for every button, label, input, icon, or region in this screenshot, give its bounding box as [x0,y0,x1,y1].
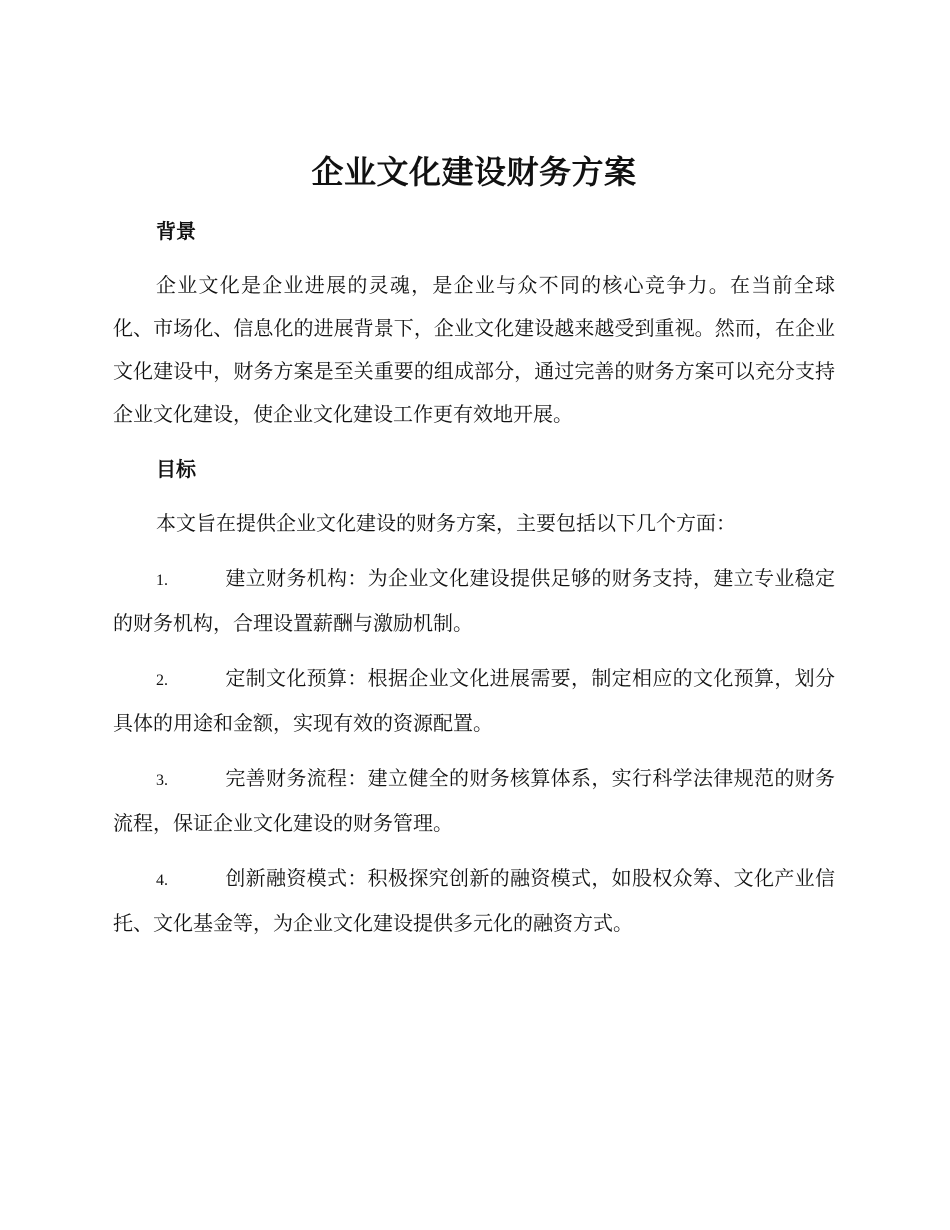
list-item [113,857,835,945]
list-item-number: 2. [156,672,168,689]
goal-intro: 本文旨在提供企业文化建设的财务方案，主要包括以下几个方面： [156,511,736,535]
list-item-number: 1. [156,572,168,589]
section-heading-background: 背景 [156,219,196,243]
document-title: 企业文化建设财务方案 [311,153,637,191]
list-item-text: 创新融资模式：积极探究创新的融资模式，如股权众筹、文化产业信托、文化基金等，为企业文化建设提供多元化的融资方式。 [113,866,835,935]
list-item-text: 定制文化预算：根据企业文化进展需要，制定相应的文化预算，划分具体的用途和金额，实现有效的资源配置。 [113,666,835,735]
background-paragraph: 企业文化是企业进展的灵魂，是企业与众不同的核心竞争力。在当前全球化、市场化、信息化的进展背景下，企业文化建设越来越受到重视。然而，在企业文化建设中，财务方案是至关重要的组成部分，通过完善的财务方案可以充分支持企业文化建设，使企业文化建设工作更有效地开展。 [113,273,835,426]
list-item-number: 3. [156,772,168,789]
list-item [113,657,835,745]
list-item-text: 建立财务机构：为企业文化建设提供足够的财务支持，建立专业稳定的财务机构，合理设置薪酬与激励机制。 [113,566,835,635]
list-item-number: 4. [156,872,168,889]
list-item [113,557,835,645]
list-item [113,757,835,845]
list-item-text: 完善财务流程：建立健全的财务核算体系，实行科学法律规范的财务流程，保证企业文化建设的财务管理。 [113,766,835,835]
section-heading-goal: 目标 [156,457,196,481]
document-body [113,140,835,945]
